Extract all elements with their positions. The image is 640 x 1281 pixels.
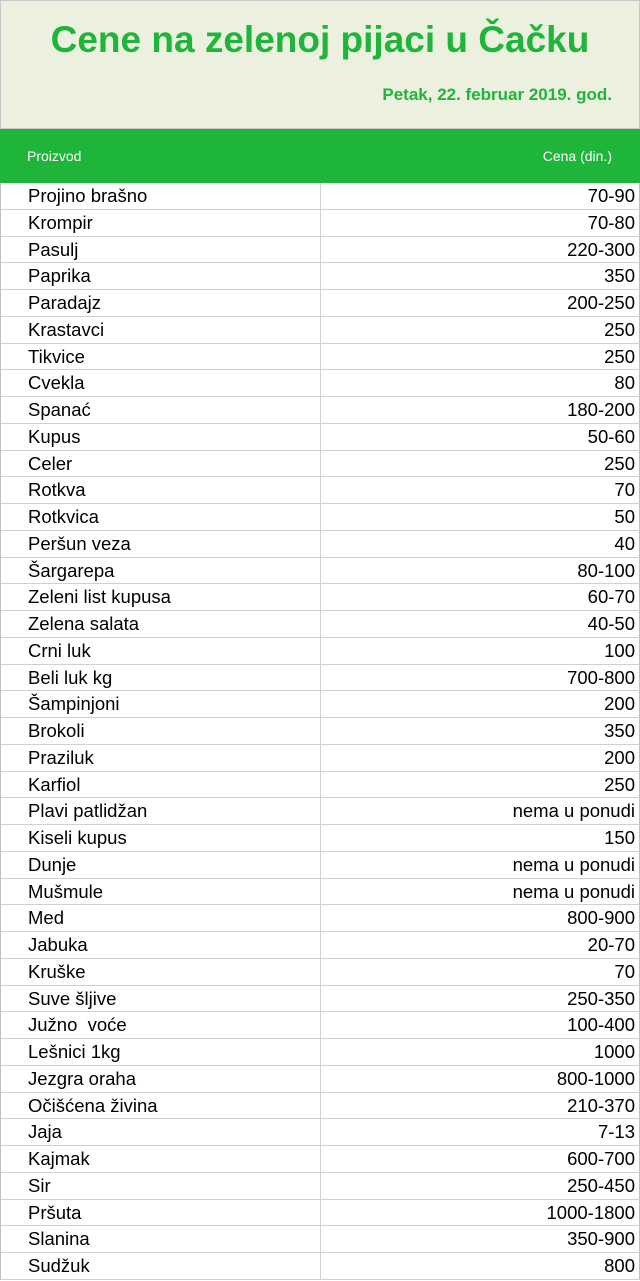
table-row bbox=[1, 1226, 640, 1253]
table-row bbox=[1, 531, 640, 558]
table-row bbox=[1, 879, 640, 906]
product-name-cell: Kruške bbox=[1, 959, 321, 985]
price-cell: 800 bbox=[321, 1253, 640, 1279]
product-name-cell: Paprika bbox=[1, 263, 321, 289]
product-name-cell: Projino brašno bbox=[1, 183, 321, 209]
price-cell: 50 bbox=[321, 504, 640, 530]
product-name-cell: Pasulj bbox=[1, 237, 321, 263]
product-name-cell: Sir bbox=[1, 1173, 321, 1199]
product-name-cell: Šampinjoni bbox=[1, 691, 321, 717]
table-row bbox=[1, 852, 640, 879]
table-row bbox=[1, 477, 640, 504]
price-cell: nema u ponudi bbox=[321, 852, 640, 878]
table-row bbox=[1, 558, 640, 585]
table-row bbox=[1, 825, 640, 852]
table-row bbox=[1, 638, 640, 665]
table-row bbox=[1, 183, 640, 210]
table-row bbox=[1, 772, 640, 799]
price-cell: 70-90 bbox=[321, 183, 640, 209]
price-cell: 70 bbox=[321, 477, 640, 503]
product-name-cell: Krastavci bbox=[1, 317, 321, 343]
product-name-cell: Južno voće bbox=[1, 1012, 321, 1038]
product-name-cell: Jezgra oraha bbox=[1, 1066, 321, 1092]
product-name-cell: Lešnici 1kg bbox=[1, 1039, 321, 1065]
table-row bbox=[1, 1253, 640, 1280]
price-cell: 80-100 bbox=[321, 558, 640, 584]
product-name-cell: Zeleni list kupusa bbox=[1, 584, 321, 610]
price-cell: 50-60 bbox=[321, 424, 640, 450]
table-row bbox=[1, 745, 640, 772]
price-cell: 250 bbox=[321, 772, 640, 798]
table-row bbox=[1, 263, 640, 290]
price-cell: 250-350 bbox=[321, 986, 640, 1012]
table-row bbox=[1, 210, 640, 237]
table-row bbox=[1, 905, 640, 932]
product-name-cell: Dunje bbox=[1, 852, 321, 878]
price-cell: 250 bbox=[321, 451, 640, 477]
price-cell: 1000 bbox=[321, 1039, 640, 1065]
price-cell: 1000-1800 bbox=[321, 1200, 640, 1226]
price-cell: 70 bbox=[321, 959, 640, 985]
price-cell: 100-400 bbox=[321, 1012, 640, 1038]
table-row bbox=[1, 370, 640, 397]
table-row bbox=[1, 718, 640, 745]
table-row bbox=[1, 1066, 640, 1093]
table-row bbox=[1, 424, 640, 451]
table-row bbox=[1, 504, 640, 531]
price-cell: 210-370 bbox=[321, 1093, 640, 1119]
product-name-cell: Rotkvica bbox=[1, 504, 321, 530]
product-name-cell: Pršuta bbox=[1, 1200, 321, 1226]
table-row bbox=[1, 397, 640, 424]
price-cell: 40-50 bbox=[321, 611, 640, 637]
table-row bbox=[1, 344, 640, 371]
product-name-cell: Krompir bbox=[1, 210, 321, 236]
price-cell: 700-800 bbox=[321, 665, 640, 691]
product-name-cell: Paradajz bbox=[1, 290, 321, 316]
price-cell: 180-200 bbox=[321, 397, 640, 423]
product-name-cell: Celer bbox=[1, 451, 321, 477]
price-cell: 200 bbox=[321, 691, 640, 717]
page-title: Cene na zelenoj pijaci u Čačku bbox=[50, 19, 590, 60]
price-cell: 20-70 bbox=[321, 932, 640, 958]
table-row bbox=[1, 798, 640, 825]
table-row bbox=[1, 959, 640, 986]
product-name-cell: Spanać bbox=[1, 397, 321, 423]
price-cell: 250 bbox=[321, 317, 640, 343]
price-table bbox=[0, 183, 640, 1280]
product-name-cell: Slanina bbox=[1, 1226, 321, 1252]
table-row bbox=[1, 584, 640, 611]
price-cell: 200 bbox=[321, 745, 640, 771]
price-cell: 600-700 bbox=[321, 1146, 640, 1172]
price-cell: 220-300 bbox=[321, 237, 640, 263]
price-cell: 800-900 bbox=[321, 905, 640, 931]
product-name-cell: Sudžuk bbox=[1, 1253, 321, 1279]
price-cell: 100 bbox=[321, 638, 640, 664]
product-name-cell: Kajmak bbox=[1, 1146, 321, 1172]
price-cell: 250-450 bbox=[321, 1173, 640, 1199]
price-cell: 200-250 bbox=[321, 290, 640, 316]
product-name-cell: Karfiol bbox=[1, 772, 321, 798]
product-name-cell: Med bbox=[1, 905, 321, 931]
product-name-cell: Tikvice bbox=[1, 344, 321, 370]
table-row bbox=[1, 1173, 640, 1200]
table-row bbox=[1, 1093, 640, 1120]
product-name-cell: Praziluk bbox=[1, 745, 321, 771]
price-cell: 7-13 bbox=[321, 1119, 640, 1145]
product-name-cell: Beli luk kg bbox=[1, 665, 321, 691]
price-cell: 60-70 bbox=[321, 584, 640, 610]
table-row bbox=[1, 932, 640, 959]
price-cell: 350-900 bbox=[321, 1226, 640, 1252]
price-cell: 70-80 bbox=[321, 210, 640, 236]
product-name-cell: Brokoli bbox=[1, 718, 321, 744]
table-row bbox=[1, 1200, 640, 1227]
table-row bbox=[1, 986, 640, 1013]
table-header bbox=[0, 129, 640, 183]
column-header-product: Proizvod bbox=[27, 148, 82, 164]
table-row bbox=[1, 1146, 640, 1173]
table-row bbox=[1, 451, 640, 478]
table-row bbox=[1, 691, 640, 718]
table-row bbox=[1, 1039, 640, 1066]
table-row bbox=[1, 290, 640, 317]
table-row bbox=[1, 317, 640, 344]
price-cell: 150 bbox=[321, 825, 640, 851]
product-name-cell: Jabuka bbox=[1, 932, 321, 958]
table-row bbox=[1, 611, 640, 638]
price-cell: 40 bbox=[321, 531, 640, 557]
product-name-cell: Kiseli kupus bbox=[1, 825, 321, 851]
price-cell: 800-1000 bbox=[321, 1066, 640, 1092]
table-row bbox=[1, 237, 640, 264]
product-name-cell: Peršun veza bbox=[1, 531, 321, 557]
product-name-cell: Zelena salata bbox=[1, 611, 321, 637]
date-label: Petak, 22. februar 2019. god. bbox=[382, 85, 612, 104]
product-name-cell: Plavi patlidžan bbox=[1, 798, 321, 824]
product-name-cell: Kupus bbox=[1, 424, 321, 450]
product-name-cell: Očišćena živina bbox=[1, 1093, 321, 1119]
product-name-cell: Jaja bbox=[1, 1119, 321, 1145]
product-name-cell: Mušmule bbox=[1, 879, 321, 905]
column-header-price: Cena (din.) bbox=[542, 148, 612, 164]
table-row bbox=[1, 1119, 640, 1146]
table-row bbox=[1, 1012, 640, 1039]
table-row bbox=[1, 665, 640, 692]
product-name-cell: Rotkva bbox=[1, 477, 321, 503]
product-name-cell: Suve šljive bbox=[1, 986, 321, 1012]
product-name-cell: Cvekla bbox=[1, 370, 321, 396]
price-cell: nema u ponudi bbox=[321, 879, 640, 905]
product-name-cell: Šargarepa bbox=[1, 558, 321, 584]
price-cell: 80 bbox=[321, 370, 640, 396]
price-cell: 250 bbox=[321, 344, 640, 370]
product-name-cell: Crni luk bbox=[1, 638, 321, 664]
price-cell: 350 bbox=[321, 718, 640, 744]
header-panel bbox=[0, 0, 640, 129]
price-cell: nema u ponudi bbox=[321, 798, 640, 824]
price-cell: 350 bbox=[321, 263, 640, 289]
